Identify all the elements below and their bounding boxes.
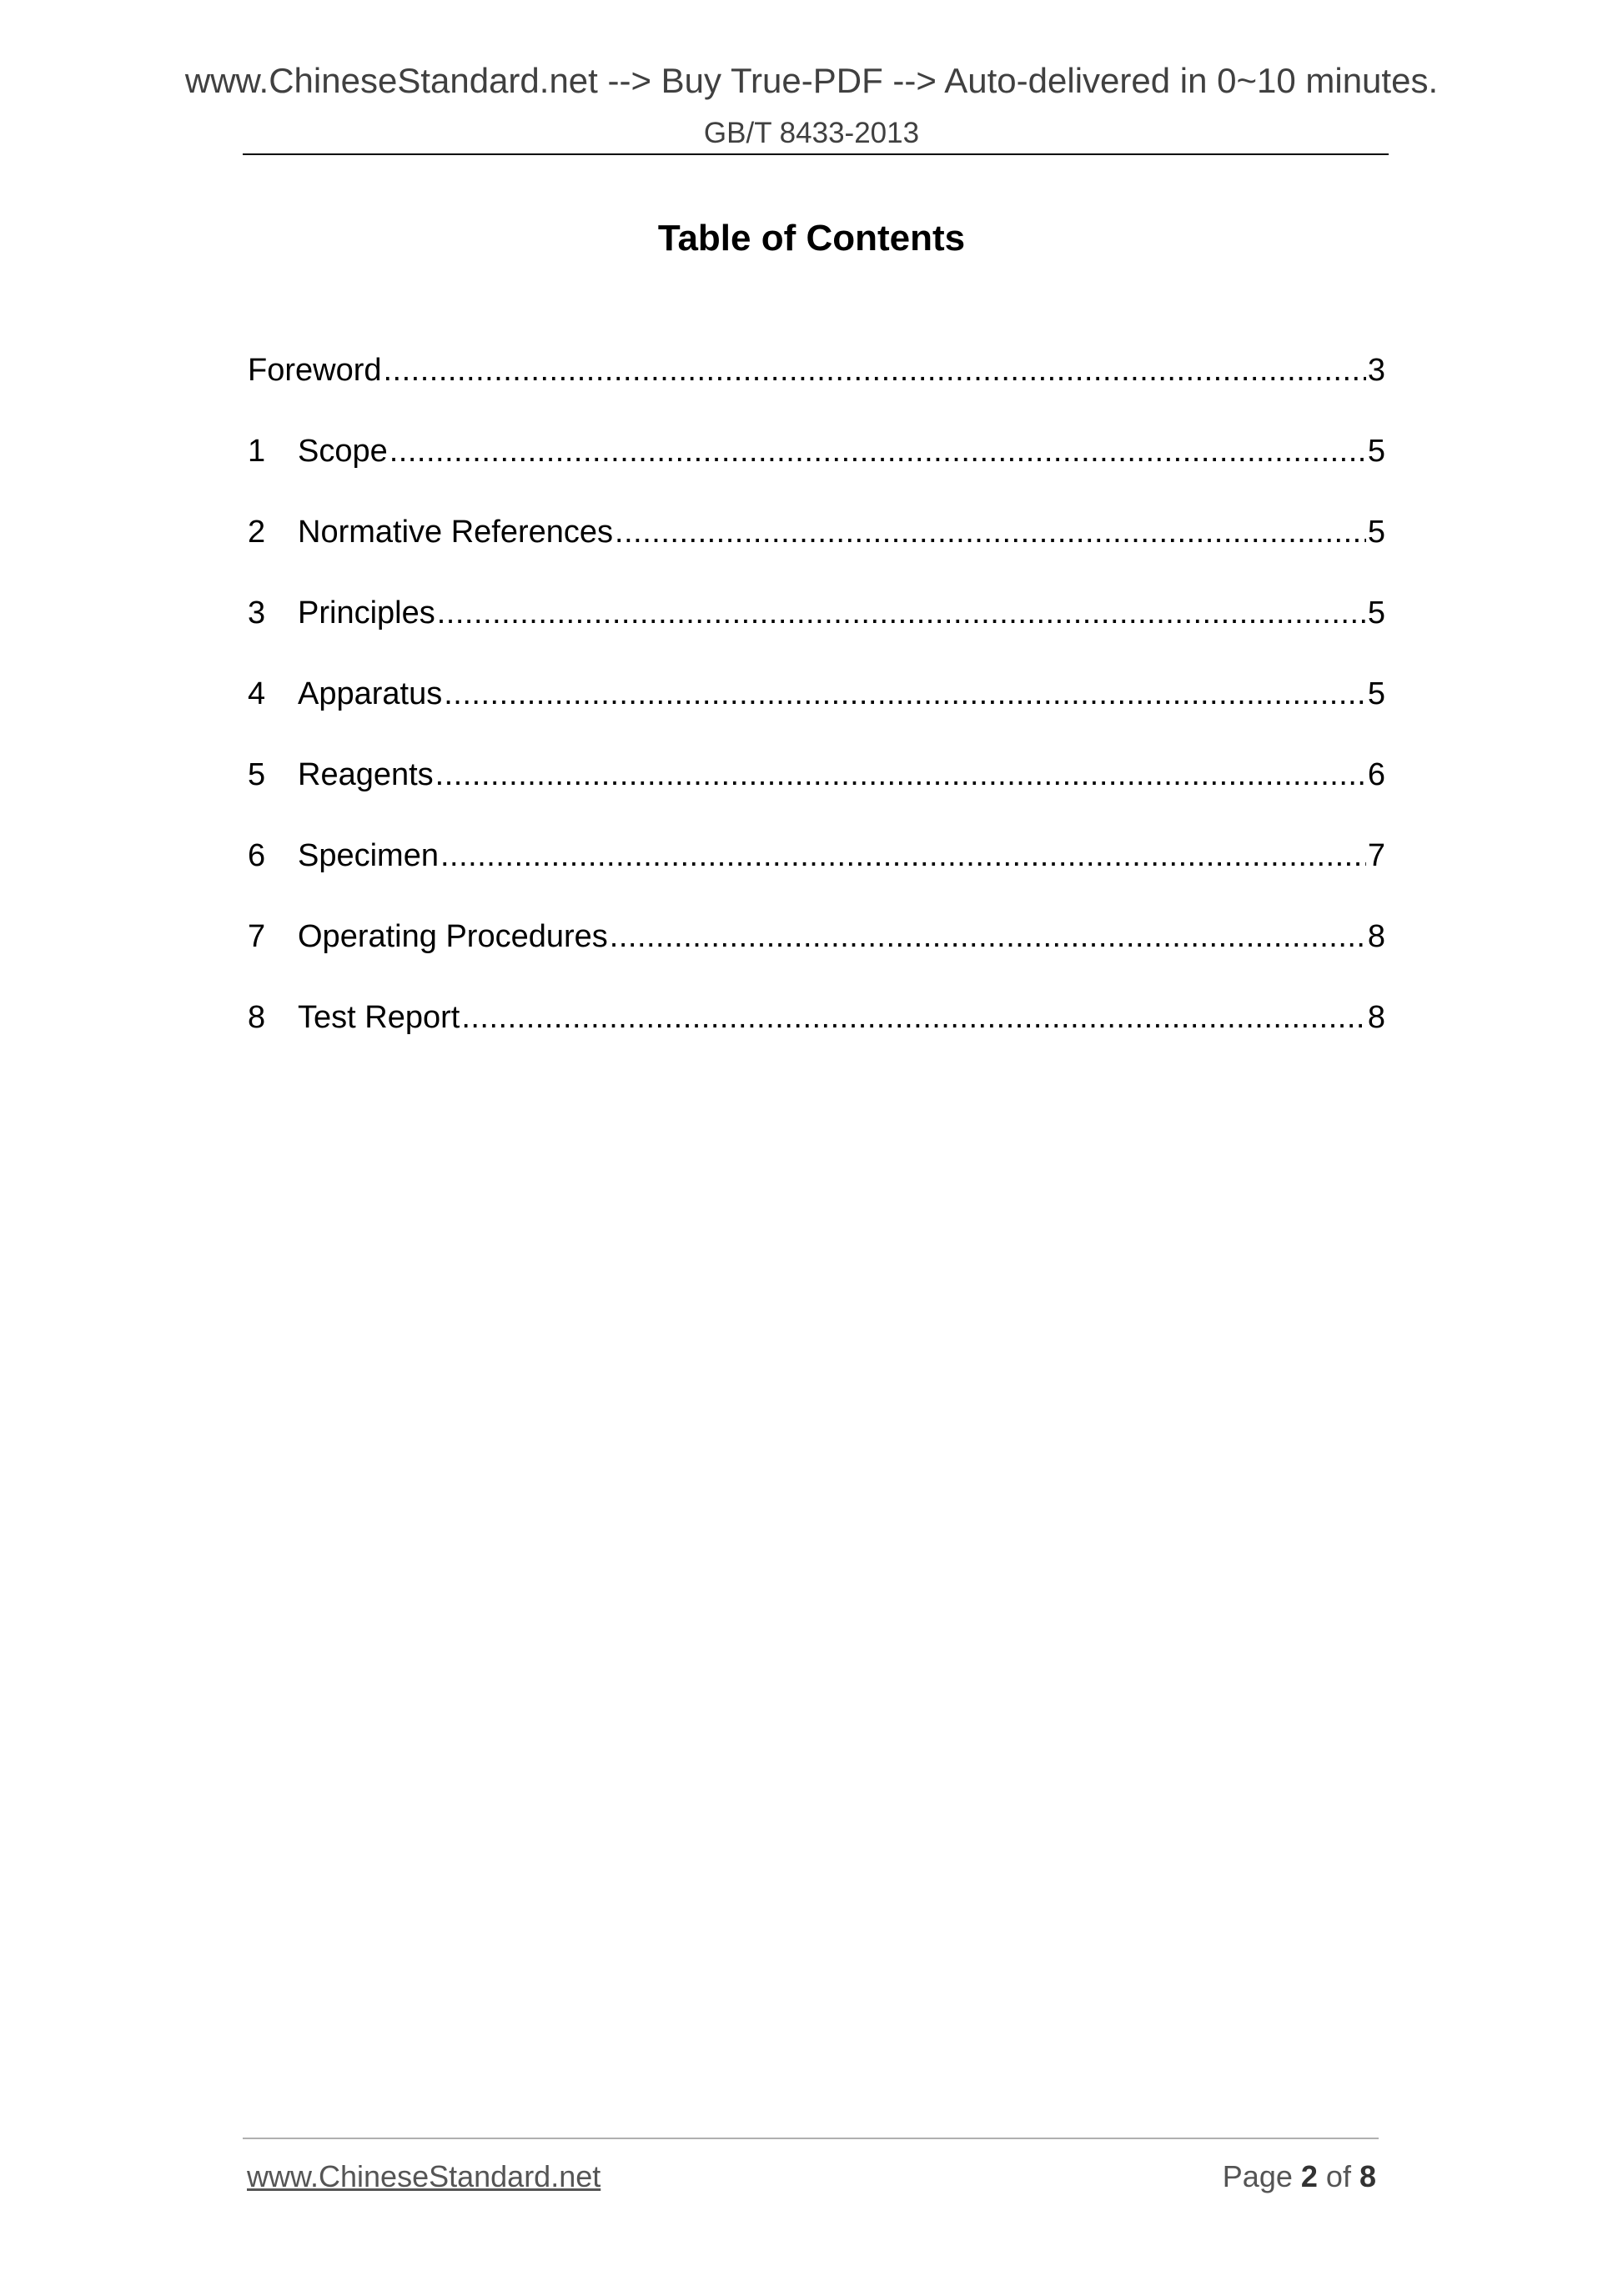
toc-entry-page: 3 [1367, 353, 1385, 388]
toc-entry-principles[interactable] [248, 595, 1385, 676]
toc-entry-label: Apparatus [298, 676, 443, 711]
toc-leader-dots [610, 918, 1366, 957]
toc-leader-dots [384, 352, 1366, 390]
toc-leader-dots [435, 756, 1366, 795]
toc-entry-number: 3 [248, 595, 266, 631]
toc-entry-number: 8 [248, 1000, 266, 1035]
toc-entry-number: 4 [248, 676, 266, 711]
header-divider [243, 153, 1389, 155]
toc-entry-apparatus[interactable] [248, 676, 1385, 756]
page-indicator [1222, 2159, 1376, 2193]
page-title: Table of Contents [657, 218, 966, 259]
footer-divider [243, 2138, 1379, 2139]
footer-site-link[interactable]: www.ChineseStandard.net [247, 2159, 601, 2193]
toc-entry-page: 8 [1367, 919, 1385, 954]
toc-leader-dots [440, 837, 1366, 876]
document-code: GB/T 8433-2013 [703, 117, 920, 149]
toc-entry-page: 7 [1367, 838, 1385, 873]
toc-entry-number: 5 [248, 757, 266, 792]
toc-entry-label: Foreword [248, 353, 382, 388]
toc-entry-label: Normative References [298, 515, 614, 550]
toc-entry-number: 6 [248, 838, 266, 873]
toc-entry-foreword[interactable] [248, 352, 1385, 433]
toc-entry-number: 1 [248, 434, 266, 469]
toc-leader-dots [437, 595, 1366, 633]
toc-entry-page: 5 [1367, 595, 1385, 631]
header-banner: www.ChineseStandard.net --> Buy True-PDF --> Auto-delivered in 0~10 minutes. [184, 61, 1439, 100]
toc-entry-label: Principles [298, 595, 435, 631]
toc-entry-page: 5 [1367, 515, 1385, 550]
toc-entry-operating-procedures[interactable] [248, 918, 1385, 999]
toc-entry-label: Specimen [298, 838, 439, 873]
toc-leader-dots [389, 433, 1366, 471]
toc-entry-label: Test Report [298, 1000, 460, 1035]
toc-entry-specimen[interactable] [248, 837, 1385, 918]
page-of: of [1325, 2159, 1351, 2193]
toc-leader-dots [461, 999, 1366, 1037]
page-current: 2 [1300, 2159, 1318, 2193]
toc-entry-test-report[interactable] [248, 999, 1385, 1080]
toc-entry-label: Scope [298, 434, 388, 469]
page-total: 8 [1359, 2159, 1376, 2193]
toc-entry-number: 7 [248, 919, 266, 954]
toc-leader-dots [615, 514, 1366, 552]
toc-entry-label: Reagents [298, 757, 434, 792]
toc-entry-page: 8 [1367, 1000, 1385, 1035]
toc-entry-scope[interactable] [248, 433, 1385, 514]
table-of-contents [248, 352, 1385, 1080]
toc-entry-page: 6 [1367, 757, 1385, 792]
page-prefix: Page [1222, 2159, 1293, 2193]
toc-entry-number: 2 [248, 515, 266, 550]
toc-leader-dots [444, 676, 1366, 714]
toc-entry-label: Operating Procedures [298, 919, 608, 954]
toc-entry-reagents[interactable] [248, 756, 1385, 837]
toc-entry-page: 5 [1367, 676, 1385, 711]
toc-entry-page: 5 [1367, 434, 1385, 469]
toc-entry-normative-references[interactable] [248, 514, 1385, 595]
